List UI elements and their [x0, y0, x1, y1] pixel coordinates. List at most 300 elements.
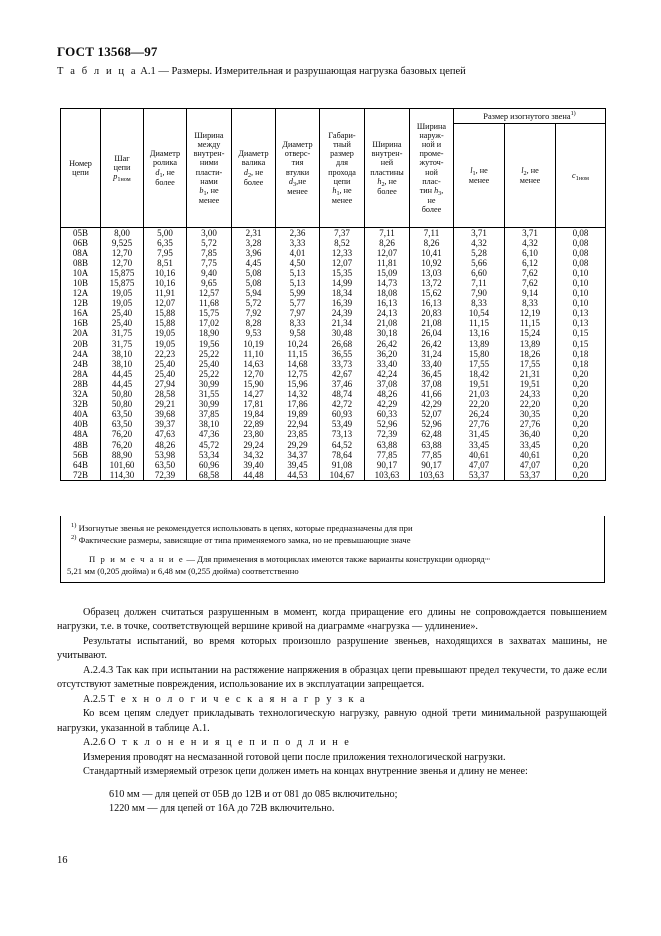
cell-value: 0,20 — [556, 430, 606, 440]
cell-value: 15,90 — [232, 379, 276, 389]
cell-value: 21,34 — [320, 319, 365, 329]
cell-value: 8,28 — [232, 319, 276, 329]
th-bent-l2: $l_2$, не менее — [505, 124, 556, 228]
cell-value: 91,08 — [320, 460, 365, 470]
cell-value: 60,93 — [320, 410, 365, 420]
cell-value: 39,37 — [144, 420, 187, 430]
table-note-text-1: Для применения в мотоциклах имеются также варианты конструкции однорядⵈ — [197, 554, 491, 565]
cell-value: 23,80 — [232, 430, 276, 440]
cell-value: 52,96 — [410, 420, 454, 430]
cell-value: 0,08 — [556, 238, 606, 248]
cell-value: 31,75 — [101, 339, 144, 349]
cell-value: 21,03 — [454, 390, 505, 400]
cell-value: 37,08 — [410, 379, 454, 389]
cell-value: 5,13 — [276, 278, 320, 288]
cell-value: 7,95 — [144, 248, 187, 258]
cell-value: 53,34 — [187, 450, 232, 460]
cell-value: 31,75 — [101, 329, 144, 339]
cell-value: 24,39 — [320, 309, 365, 319]
cell-value: 0,20 — [556, 460, 606, 470]
cell-value: 72,39 — [144, 470, 187, 481]
table-caption-title: Размеры. Измерительная и разрушающая нагрузка базовых цепей — [171, 66, 466, 77]
cell-value: 17,81 — [232, 400, 276, 410]
cell-value: 3,71 — [505, 228, 556, 239]
cell-value: 3,28 — [232, 238, 276, 248]
cell-value: 23,85 — [276, 430, 320, 440]
cell-value: 28,58 — [144, 390, 187, 400]
cell-value: 103,63 — [365, 470, 410, 481]
cell-chain-number: 08В — [61, 258, 101, 268]
table-row — [61, 309, 606, 319]
cell-value: 15,88 — [144, 309, 187, 319]
cell-value: 11,15 — [454, 319, 505, 329]
cell-value: 0,08 — [556, 228, 606, 239]
cell-chain-number: 08А — [61, 248, 101, 258]
table-row — [61, 450, 606, 460]
cell-value: 0,13 — [556, 319, 606, 329]
cell-chain-number: 64В — [61, 460, 101, 470]
cell-value: 13,03 — [410, 268, 454, 278]
table-row — [61, 238, 606, 248]
cell-value: 34,32 — [232, 450, 276, 460]
cell-value: 10,41 — [410, 248, 454, 258]
cell-value: 18,42 — [454, 369, 505, 379]
cell-value: 44,45 — [101, 369, 144, 379]
cell-value: 4,45 — [232, 258, 276, 268]
cell-value: 14,63 — [232, 359, 276, 369]
cell-value: 0,20 — [556, 410, 606, 420]
cell-value: 10,16 — [144, 268, 187, 278]
cell-value: 15,62 — [410, 289, 454, 299]
cell-value: 5,72 — [187, 238, 232, 248]
cell-value: 53,49 — [320, 420, 365, 430]
cell-value: 19,89 — [276, 410, 320, 420]
cell-value: 10,54 — [454, 309, 505, 319]
cell-value: 52,07 — [410, 410, 454, 420]
table-row — [61, 400, 606, 410]
cell-value: 7,37 — [320, 228, 365, 239]
cell-value: 33,40 — [410, 359, 454, 369]
cell-value: 53,37 — [505, 470, 556, 481]
table-row — [61, 369, 606, 379]
cell-value: 9,58 — [276, 329, 320, 339]
cell-value: 0,20 — [556, 470, 606, 481]
cell-value: 29,24 — [232, 440, 276, 450]
standard-header: ГОСТ 13568—97 — [57, 44, 158, 59]
cell-value: 5,08 — [232, 268, 276, 278]
heading-a26-number: А.2.6 — [83, 737, 106, 749]
table-row — [61, 299, 606, 309]
cell-value: 76,20 — [101, 440, 144, 450]
cell-value: 15,88 — [144, 319, 187, 329]
cell-value: 0,20 — [556, 379, 606, 389]
cell-value: 13,89 — [454, 339, 505, 349]
cell-value: 38,10 — [187, 420, 232, 430]
cell-value: 18,26 — [505, 349, 556, 359]
table-row — [61, 319, 606, 329]
cell-value: 13,89 — [505, 339, 556, 349]
cell-value: 19,05 — [144, 329, 187, 339]
cell-value: 44,45 — [101, 379, 144, 389]
cell-value: 6,35 — [144, 238, 187, 248]
cell-value: 5,28 — [454, 248, 505, 258]
cell-value: 3,33 — [276, 238, 320, 248]
cell-value: 0,08 — [556, 248, 606, 258]
cell-chain-number: 72В — [61, 470, 101, 481]
table-row — [61, 268, 606, 278]
cell-value: 47,07 — [454, 460, 505, 470]
cell-value: 0,20 — [556, 369, 606, 379]
cell-value: 48,74 — [320, 390, 365, 400]
cell-value: 0,15 — [556, 329, 606, 339]
cell-value: 22,20 — [454, 400, 505, 410]
cell-value: 36,55 — [320, 349, 365, 359]
cell-value: 15,75 — [187, 309, 232, 319]
dimensions-table — [60, 108, 606, 481]
cell-value: 0,20 — [556, 440, 606, 450]
cell-value: 4,32 — [505, 238, 556, 248]
cell-value: 33,40 — [365, 359, 410, 369]
table-caption-number: А.1 — — [140, 66, 169, 77]
cell-value: 47,07 — [505, 460, 556, 470]
cell-value: 40,61 — [454, 450, 505, 460]
cell-value: 33,73 — [320, 359, 365, 369]
cell-chain-number: 16В — [61, 319, 101, 329]
table-row — [61, 329, 606, 339]
cell-value: 25,40 — [101, 309, 144, 319]
cell-value: 31,55 — [187, 390, 232, 400]
cell-value: 14,99 — [320, 278, 365, 288]
cell-value: 21,31 — [505, 369, 556, 379]
cell-value: 33,45 — [454, 440, 505, 450]
th-bushing-bore-diameter: Диаметр отверс- тия втулки $d_3,не$ менее — [276, 109, 320, 228]
cell-value: 11,91 — [144, 289, 187, 299]
cell-value: 8,51 — [144, 258, 187, 268]
cell-value: 50,80 — [101, 400, 144, 410]
cell-value: 11,15 — [505, 319, 556, 329]
cell-value: 6,12 — [505, 258, 556, 268]
cell-value: 0,20 — [556, 390, 606, 400]
cell-value: 26,24 — [454, 410, 505, 420]
cell-value: 9,525 — [101, 238, 144, 248]
cell-value: 12,70 — [232, 369, 276, 379]
cell-value: 36,20 — [365, 349, 410, 359]
spacer — [57, 780, 607, 788]
cell-value: 4,01 — [276, 248, 320, 258]
cell-value: 0,20 — [556, 400, 606, 410]
cell-value: 30,99 — [187, 379, 232, 389]
cell-value: 19,56 — [187, 339, 232, 349]
cell-value: 17,86 — [276, 400, 320, 410]
table-row — [61, 349, 606, 359]
cell-value: 9,53 — [232, 329, 276, 339]
table-row — [61, 410, 606, 420]
cell-value: 6,10 — [505, 248, 556, 258]
cell-value: 16,13 — [410, 299, 454, 309]
cell-value: 22,20 — [505, 400, 556, 410]
table-row — [61, 390, 606, 400]
cell-value: 0,10 — [556, 299, 606, 309]
cell-value: 19,51 — [505, 379, 556, 389]
cell-value: 36,40 — [505, 430, 556, 440]
cell-value: 26,68 — [320, 339, 365, 349]
table-row — [61, 248, 606, 258]
footnote-1 — [67, 522, 598, 534]
th-inner-plate-width: Ширина между внутрен- ними пласти- нами $b_1$, не менее — [187, 109, 232, 228]
th-chain-number-label: Номер цепи — [69, 158, 92, 177]
paragraph-a26-segment: Стандартный измеряемый отрезок цепи должен иметь на концах внутренние звенья и длину не менее: — [83, 766, 528, 778]
cell-value: 31,24 — [410, 349, 454, 359]
cell-value: 16,39 — [320, 299, 365, 309]
cell-chain-number: 24А — [61, 349, 101, 359]
cell-value: 27,76 — [454, 420, 505, 430]
table-row — [61, 379, 606, 389]
cell-value: 14,32 — [276, 390, 320, 400]
cell-value: 53,98 — [144, 450, 187, 460]
cell-value: 20,83 — [410, 309, 454, 319]
th-roller-diameter: Диаметр ролика $d_1$, не более — [144, 109, 187, 228]
cell-value: 33,45 — [505, 440, 556, 450]
cell-value: 12,70 — [101, 248, 144, 258]
footnote-2-text: Фактические размеры, зависящие от типа применяемого замка, но не превышающие значе — [78, 535, 411, 546]
cell-value: 7,75 — [187, 258, 232, 268]
cell-value: 25,40 — [187, 359, 232, 369]
list-item-1220mm: 1220 мм — для цепей от 16А до 72В включительно. — [109, 803, 335, 815]
cell-value: 8,33 — [505, 299, 556, 309]
th-pin-diameter: Диаметр валика $d_2$, не более — [232, 109, 276, 228]
cell-value: 60,96 — [187, 460, 232, 470]
th-bent-l1: $l_1$, не менее — [454, 124, 505, 228]
cell-value: 42,29 — [365, 400, 410, 410]
cell-value: 38,10 — [101, 349, 144, 359]
cell-value: 42,67 — [320, 369, 365, 379]
heading-a26-title: О т к л о н е н и я ц е п и п о д л и н е — [108, 737, 351, 749]
cell-chain-number: 10В — [61, 278, 101, 288]
cell-value: 39,68 — [144, 410, 187, 420]
cell-value: 48,26 — [144, 440, 187, 450]
cell-value: 9,14 — [505, 289, 556, 299]
cell-value: 24,13 — [365, 309, 410, 319]
cell-value: 7,11 — [454, 278, 505, 288]
cell-value: 27,94 — [144, 379, 187, 389]
cell-value: 25,40 — [144, 359, 187, 369]
cell-value: 63,88 — [365, 440, 410, 450]
cell-value: 77,85 — [365, 450, 410, 460]
table-caption — [57, 66, 466, 77]
cell-value: 7,92 — [232, 309, 276, 319]
cell-value: 30,35 — [505, 410, 556, 420]
cell-value: 19,51 — [454, 379, 505, 389]
cell-value: 14,73 — [365, 278, 410, 288]
cell-value: 5,99 — [276, 289, 320, 299]
cell-value: 7,62 — [505, 268, 556, 278]
cell-value: 7,62 — [505, 278, 556, 288]
cell-value: 88,90 — [101, 450, 144, 460]
th-chain-pitch: Шаг цепи $p_{1ном}$ — [101, 109, 144, 228]
dimensions-table-body — [61, 228, 606, 481]
cell-value: 0,10 — [556, 268, 606, 278]
cell-value: 41,66 — [410, 390, 454, 400]
cell-value: 8,00 — [101, 228, 144, 239]
cell-value: 25,40 — [101, 319, 144, 329]
cell-chain-number: 12А — [61, 289, 101, 299]
cell-value: 39,45 — [276, 460, 320, 470]
cell-value: 44,48 — [232, 470, 276, 481]
cell-value: 37,46 — [320, 379, 365, 389]
cell-value: 22,89 — [232, 420, 276, 430]
cell-value: 5,94 — [232, 289, 276, 299]
table-row — [61, 228, 606, 239]
cell-value: 0,10 — [556, 289, 606, 299]
cell-value: 27,76 — [505, 420, 556, 430]
cell-value: 0,20 — [556, 420, 606, 430]
cell-value: 3,96 — [232, 248, 276, 258]
cell-value: 42,29 — [410, 400, 454, 410]
cell-value: 9,65 — [187, 278, 232, 288]
cell-value: 10,19 — [232, 339, 276, 349]
footnote-2-marker: 2) — [71, 534, 77, 542]
cell-value: 0,18 — [556, 349, 606, 359]
heading-a26 — [57, 736, 607, 750]
cell-chain-number: 05В — [61, 228, 101, 239]
cell-value: 68,58 — [187, 470, 232, 481]
cell-chain-number: 12В — [61, 299, 101, 309]
table-row — [61, 278, 606, 288]
table-footnotes — [60, 516, 605, 583]
footnote-1-marker: 1) — [71, 522, 77, 529]
cell-value: 104,67 — [320, 470, 365, 481]
cell-value: 10,92 — [410, 258, 454, 268]
cell-value: 19,05 — [144, 339, 187, 349]
cell-value: 19,05 — [101, 289, 144, 299]
cell-chain-number: 20В — [61, 339, 101, 349]
cell-value: 6,60 — [454, 268, 505, 278]
cell-value: 7,97 — [276, 309, 320, 319]
cell-value: 47,63 — [144, 430, 187, 440]
cell-chain-number: 32В — [61, 400, 101, 410]
cell-value: 15,09 — [365, 268, 410, 278]
paragraph-sample-break: Образец должен считаться разрушенным в момент, когда приращение его длины не сопровождается повышением нагрузки, т.е. в точке, соответствующей вершине кривой на диаграмме «нагрузка — удлинение». — [57, 607, 607, 633]
table-caption-label: Т а б л и ц а — [57, 66, 138, 77]
cell-value: 5,77 — [276, 299, 320, 309]
dimensions-table-wrapper — [60, 108, 605, 481]
cell-value: 22,23 — [144, 349, 187, 359]
cell-value: 5,66 — [454, 258, 505, 268]
cell-value: 2,36 — [276, 228, 320, 239]
cell-value: 114,30 — [101, 470, 144, 481]
cell-value: 14,68 — [276, 359, 320, 369]
table-row — [61, 440, 606, 450]
th-chain-passage-size: Габари- тный размер для прохода цепи $h_1$, не менее — [320, 109, 365, 228]
cell-value: 63,50 — [101, 420, 144, 430]
cell-value: 18,08 — [365, 289, 410, 299]
cell-value: 25,22 — [187, 369, 232, 379]
footnote-ref-1: 1) — [570, 109, 576, 117]
cell-value: 5,72 — [232, 299, 276, 309]
cell-value: 10,24 — [276, 339, 320, 349]
cell-value: 103,63 — [410, 470, 454, 481]
cell-value: 24,33 — [505, 390, 556, 400]
heading-a25 — [57, 693, 607, 707]
cell-chain-number: 28А — [61, 369, 101, 379]
cell-value: 5,08 — [232, 278, 276, 288]
cell-value: 13,72 — [410, 278, 454, 288]
cell-value: 7,90 — [454, 289, 505, 299]
cell-chain-number: 40А — [61, 410, 101, 420]
table-row — [61, 289, 606, 299]
cell-value: 13,16 — [454, 329, 505, 339]
cell-value: 72,39 — [365, 430, 410, 440]
cell-chain-number: 20А — [61, 329, 101, 339]
cell-value: 14,27 — [232, 390, 276, 400]
cell-value: 17,55 — [454, 359, 505, 369]
cell-value: 29,29 — [276, 440, 320, 450]
cell-value: 12,19 — [505, 309, 556, 319]
th-inner-plate-height: Ширина внутрен- ней пластины $h_2$, не более — [365, 109, 410, 228]
cell-value: 0,18 — [556, 359, 606, 369]
table-row — [61, 430, 606, 440]
cell-value: 8,26 — [410, 238, 454, 248]
cell-value: 21,08 — [365, 319, 410, 329]
page-number: 16 — [57, 855, 68, 866]
cell-value: 29,21 — [144, 400, 187, 410]
cell-value: 38,10 — [101, 359, 144, 369]
heading-a25-number: А.2.5 — [83, 693, 106, 705]
cell-value: 64,52 — [320, 440, 365, 450]
cell-chain-number: 06В — [61, 238, 101, 248]
cell-value: 21,08 — [410, 319, 454, 329]
table-note-label: П р и м е ч а н и е — [89, 554, 185, 565]
paragraph-a25-body: Ко всем цепям следует прикладывать технологическую нагрузку, равную одной трети минимальной разрушающей нагрузки, указанной в таблице А.1. — [57, 708, 607, 734]
cell-value: 3,71 — [454, 228, 505, 239]
cell-value: 90,17 — [365, 460, 410, 470]
cell-value: 15,875 — [101, 278, 144, 288]
cell-value: 40,61 — [505, 450, 556, 460]
cell-value: 0,10 — [556, 278, 606, 288]
cell-value: 0,08 — [556, 258, 606, 268]
cell-value: 19,05 — [101, 299, 144, 309]
cell-value: 16,13 — [365, 299, 410, 309]
cell-value: 4,50 — [276, 258, 320, 268]
cell-value: 7,11 — [410, 228, 454, 239]
cell-value: 4,32 — [454, 238, 505, 248]
cell-value: 11,81 — [365, 258, 410, 268]
cell-value: 12,70 — [101, 258, 144, 268]
cell-value: 101,60 — [101, 460, 144, 470]
cell-chain-number: 28В — [61, 379, 101, 389]
cell-chain-number: 56В — [61, 450, 101, 460]
table-row — [61, 359, 606, 369]
cell-value: 8,52 — [320, 238, 365, 248]
table-note — [67, 554, 598, 576]
cell-value: 18,90 — [187, 329, 232, 339]
cell-value: 18,34 — [320, 289, 365, 299]
cell-value: 5,00 — [144, 228, 187, 239]
cell-value: 39,40 — [232, 460, 276, 470]
th-chain-number — [61, 109, 101, 228]
cell-chain-number: 48А — [61, 430, 101, 440]
paragraph-test-results: Результаты испытаний, во время которых произошло разрушение звеньев, находящихся в захватах машины, не учитывают. — [57, 635, 607, 662]
cell-value: 48,26 — [365, 390, 410, 400]
cell-value: 47,36 — [187, 430, 232, 440]
cell-value: 26,42 — [365, 339, 410, 349]
table-header-row-1 — [61, 109, 606, 124]
heading-a25-title: Т е х н о л о г и ч е с к а я н а г р у з к а — [108, 693, 367, 705]
cell-value: 63,50 — [144, 460, 187, 470]
cell-value: 0,15 — [556, 339, 606, 349]
cell-value: 77,85 — [410, 450, 454, 460]
cell-value: 12,07 — [365, 248, 410, 258]
